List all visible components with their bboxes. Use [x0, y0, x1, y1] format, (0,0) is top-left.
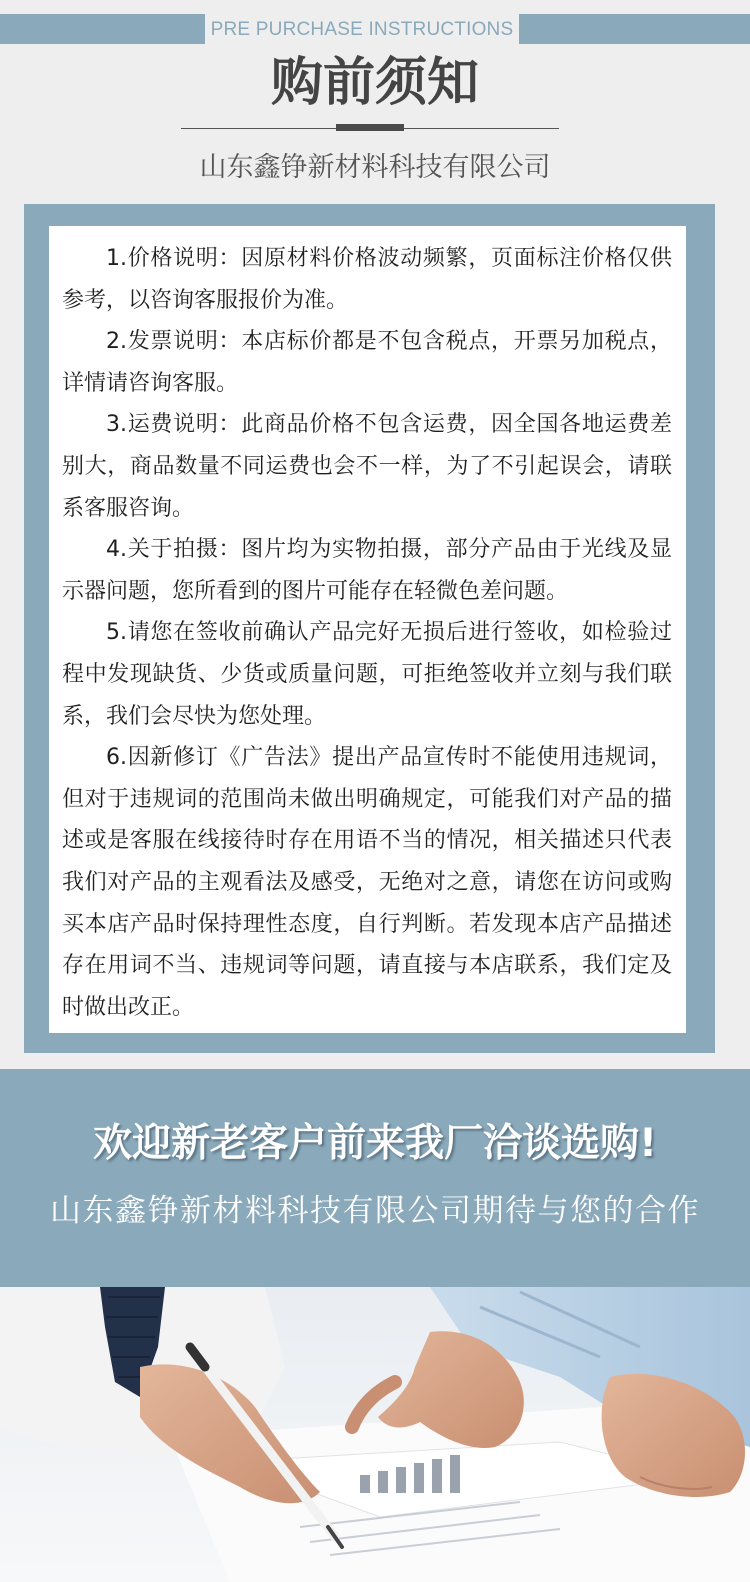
notice-inspection: 5.请您在签收前确认产品完好无损后进行签收，如检验过程中发现缺货、少货或质量问题，可拒绝签收并立刻与我们联系，我们会尽快为您处理。	[62, 620, 672, 729]
business-meeting-illustration	[0, 1287, 750, 1582]
title-divider-accent	[336, 124, 404, 131]
welcome-banner	[0, 1069, 750, 1287]
notice-advertising-law: 6.因新修订《广告法》提出产品宣传时不能使用违规词，但对于违规词的范围尚未做出明确规定，可能我们对产品的描述或是客服在线接待时存在用语不当的情况，相关描述只代表我们对产品的主观看法及感受，无绝对之意，请您在访问或购买本店产品时保持理性态度，自行判断。若发现本店产品描述存在用词不当、违规词等问题，请直接与本店联系，我们定及时做出改正。	[62, 745, 672, 1020]
page-title: 购前须知	[270, 53, 479, 113]
notice-photography: 4.关于拍摄：图片均为实物拍摄，部分产品由于光线及显示器问题，您所看到的图片可能存在轻微色差问题。	[62, 537, 672, 604]
notice-list	[62, 238, 672, 1028]
welcome-subline: 山东鑫铮新材料科技有限公司期待与您的合作	[50, 1193, 700, 1229]
company-name: 山东鑫铮新材料科技有限公司	[199, 152, 551, 183]
header-bar-right	[519, 14, 750, 44]
welcome-headline: 欢迎新老客户前来我厂洽谈选购!	[93, 1121, 657, 1166]
eyebrow-text: PRE PURCHASE INSTRUCTIONS	[210, 19, 514, 40]
notice-shipping: 3.运费说明：此商品价格不包含运费，因全国各地运费差别大，商品数量不同运费也会不一样，为了不引起误会，请联系客服咨询。	[62, 412, 672, 521]
notice-invoice: 2.发票说明：本店标价都是不包含税点，开票另加税点，详情请咨询客服。	[62, 329, 672, 396]
header-bar-left	[0, 14, 205, 44]
notice-price: 1.价格说明：因原材料价格波动频繁，页面标注价格仅供参考，以咨询客服报价为准。	[62, 246, 672, 313]
business-meeting-photo	[0, 1287, 750, 1582]
